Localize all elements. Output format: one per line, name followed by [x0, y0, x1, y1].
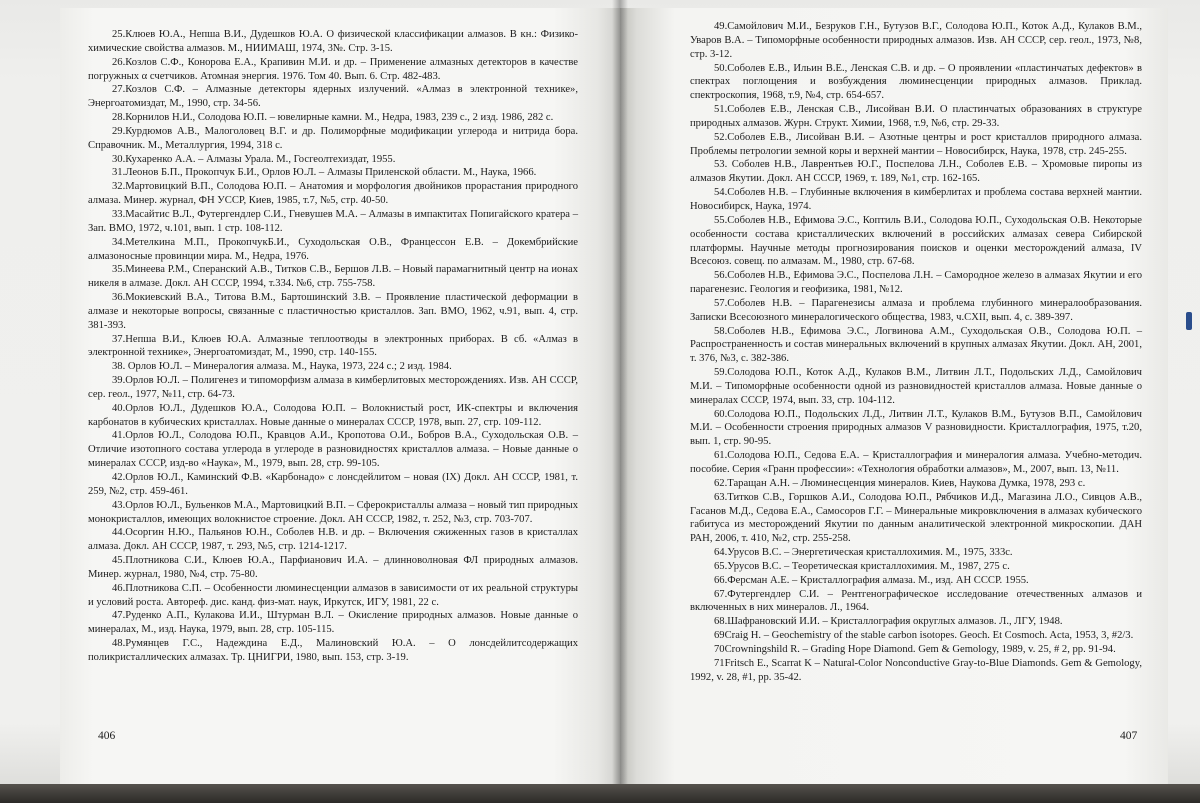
reference-entry: 55.Соболев Н.В., Ефимова Э.С., Коптиль В.И., Солодова Ю.П., Суходольская О.В. Некоторые особенности состава кристаллических включений в российских алмазах севера Сибирской платформы. Научные методы прогнозирования поисков и оценки месторождений алмаза, IV Всесоюз. совещ. по алмазам. М., 1980, стр. 67-68. [690, 214, 1142, 268]
right-page [620, 8, 1168, 784]
reference-entry: 59.Солодова Ю.П., Коток А.Д., Кулаков В.М., Литвин Л.Т., Подольских Л.Д., Самойлович М.И. – Типоморфные особенности одной из разновидностей кристаллов алмаза. Новые данные о минералах СССР, 1974, вып. 33, стр. 104-112. [690, 367, 1142, 406]
reference-entry: 28.Корнилов Н.И., Солодова Ю.П. – ювелирные камни. М., Недра, 1983, 239 с., 2 изд. 1986, 282 с. [112, 112, 554, 124]
reference-entry: 56.Соболев Н.В., Ефимова Э.С., Поспелова Л.Н. – Самородное железо в алмазах Якутии и его парагенезис. Геология и геофизика, 1981, №12. [690, 270, 1142, 296]
edge-mark [1186, 312, 1192, 330]
right-reference-list [690, 20, 1142, 685]
reference-entry: 69Craig H. – Geochemistry of the stable carbon isotopes. Geoch. Et Cosmoch. Acta, 1953, 3, #2/3. [714, 630, 1134, 642]
reference-entry: 33.Масайтис В.Л., Футергендлер С.И., Гневушев М.А. – Алмазы в импактитах Попигайского кратера – Зап. ВМО, 1972, ч.101, вып. 1 стр. 108-112. [88, 208, 578, 234]
reference-entry: 64.Урусов В.С. – Энергетическая кристаллохимия. М., 1975, 333с. [714, 547, 1013, 559]
reference-entry: 54.Соболев Н.В. – Глубинные включения в кимберлитах и проблема состава верхней мантии. Новосибирск, Наука, 1974. [690, 187, 1142, 212]
reference-entry: 61.Солодова Ю.П., Седова Е.А. – Кристаллография и минералогия алмаза. Учебно-методич. пособие. Серия «Гранн профессии»: «Технология обработки алмазов», М., 2007, вып. 13, №11. [690, 450, 1142, 475]
reference-entry: 43.Орлов Ю.Л., Бульенков М.А., Мартовицкий В.П. – Сферокристаллы алмаза – новый тип природных монокристаллов, имеющих волокнистое строение. Докл. АН СССР, 1982, т. 252, №3, стр. 703-707. [88, 499, 578, 525]
reference-entry: 71Fritsch E., Scarrat K – Natural-Color Nonconductive Gray-to-Blue Diamonds. Gem & Gemology, 1992, v. 28, #1, pp. 35-42. [690, 657, 1142, 683]
reference-entry: 65.Урусов В.С. – Теоретическая кристаллохимия. М., 1987, 275 с. [714, 560, 1010, 572]
reference-entry: 46.Плотникова С.П. – Особенности люминесценции алмазов в зависимости от их реальной структуры и условий роста. Автореф. дис. канд. физ-мат. наук, Иркутск, ИГУ, 1981, 22 с. [88, 582, 578, 608]
reference-entry: 49.Самойлович М.И., Безруков Г.Н., Бутузов В.Г., Солодова Ю.П., Коток А.Д., Кулаков В.М., Уваров В.А. – Типоморфные особенности природных алмазов. Изв. АН СССР, сер. геол., 1973, №8, стр. 3-12. [690, 21, 1142, 60]
reference-entry: 50.Соболев Е.В., Ильин В.Е., Ленская С.В. и др. – О проявлении «пластинчатых дефектов» в спектрах поглощения и возбуждения люминесценции природных алмазов. Приклад. спектроскопия, 1968, т.9, №4, стр. 654-657. [690, 62, 1142, 102]
left-page [60, 8, 620, 784]
reference-entry: 68.Шафрановский И.И. – Кристаллография округлых алмазов. Л., ЛГУ, 1948. [714, 616, 1063, 628]
left-reference-list [88, 28, 578, 665]
reference-entry: 44.Осоргин Н.Ю., Пальянов Ю.Н., Соболев Н.В. и др. – Включения сжиженных газов в кристаллах алмаза. Докл. АН СССР, 1987, т. 293, №5, стр. 1214-1217. [88, 527, 578, 553]
reference-entry: 66.Ферсман А.Е. – Кристаллография алмаза. М., изд. АН СССР. 1955. [714, 574, 1029, 586]
reference-entry: 67.Футергендлер С.И. – Рентгенографическое исследование отечественных алмазов и включенных в них минералов. Л., 1964. [690, 588, 1142, 614]
scanner-bed-edge [0, 784, 1200, 803]
reference-entry: 40.Орлов Ю.Л., Дудешков Ю.А., Солодова Ю.П. – Волокнистый рост, ИК-спектры и включения карбонатов в кубических кристаллах. Новые данные о минералах СССР, 1978, вып. 27, стр. 109-112. [88, 402, 578, 428]
reference-entry: 48.Румянцев Г.С., Надеждина Е.Д., Малиновский Ю.А. – О лонсдейлитсодержащих поликристаллических алмазах. Тр. ЦНИГРИ, 1980, вып. 153, стр. 3-19. [88, 638, 578, 663]
reference-entry: 37.Непша В.И., Клюев Ю.А. Алмазные теплоотводы в электронных приборах. В сб. «Алмаз в электронной технике», Энергоатомиздат, М., 1990, стр. 140-155. [88, 333, 578, 359]
reference-entry: 42.Орлов Ю.Л., Каминский Ф.В. «Карбонадо» с лонсдейлитом – новая (IX) Докл. АН СССР, 1981, т. 259, №2, стр. 459-461. [88, 472, 578, 497]
reference-entry: 30.Кухаренко А.А. – Алмазы Урала. М., Госгеолтехиздат, 1955. [112, 153, 396, 165]
reference-entry: 41.Орлов Ю.Л., Солодова Ю.П., Кравцов А.И., Кропотова О.И., Бобров В.А., Суходольская О.В. – Отличие изотопного состава углерода в углероде в разновидностях кристаллов алмаза. – Новые данные о минералах СССР, изд-во «Наука», М., 1979, вып. 28, стр. 99-105. [88, 430, 578, 470]
reference-entry: 31.Леонов Б.П., Прокопчук Б.И., Орлов Ю.Л. – Алмазы Приленской области. М., Наука, 1966. [112, 167, 537, 179]
reference-entry: 57.Соболев Н.В. – Парагенезисы алмаза и проблема глубинного минералообразования. Записки Всесоюзного минералогического общества, 1983, ч.CXII, вып. 4, с. 389-397. [690, 297, 1142, 323]
reference-entry: 25.Клюев Ю.А., Непша В.И., Дудешков Ю.А. О физической классификации алмазов. В кн.: Физико-химические свойства алмазов. М., НИИМАШ, 1974, 3№. Стр. 3-15. [88, 29, 578, 54]
reference-entry: 38. Орлов Ю.Л. – Минералогия алмаза. М., Наука, 1973, 224 с.; 2 изд. 1984. [112, 361, 452, 373]
reference-entry: 62.Таращан А.Н. – Люминесценция минералов. Киев, Наукова Думка, 1978, 293 с. [714, 477, 1086, 489]
reference-entry: 29.Курдюмов А.В., Малоголовец В.Г. и др. Полиморфные модификации углерода и нитрида бора. Справочник. М., Металлургия, 1994, 318 с. [88, 125, 578, 151]
reference-entry: 53. Соболев Н.В., Лаврентьев Ю.Г., Поспелова Л.Н., Соболев Е.В. – Хромовые пиропы из алмазов Якутии. Докл. АН СССР, 1969, т. 189, №1, стр. 162-165. [690, 159, 1142, 185]
reference-entry: 35.Минеева Р.М., Сперанский А.В., Титков С.В., Бершов Л.В. – Новый парамагнитный центр на ионах никеля в алмазе. Докл. АН СССР, 1994, т.334. №6, стр. 755-758. [88, 264, 578, 290]
reference-entry: 58.Соболев Н.В., Ефимова Э.С., Логвинова А.М., Суходольская О.В., Солодова Ю.П. – Распространенность и состав минеральных включений в крупных алмазах Якутии. Докл. АН, 2001, т. 376, №3, с. 382-386. [690, 325, 1142, 365]
page-number-right: 407 [1120, 730, 1138, 742]
reference-entry: 51.Соболев Е.В., Ленская С.В., Лисойван В.И. О пластинчатых образованиях в структуре природных алмазов. Журн. Структ. Химии, 1968, т.9, №6, стр. 29-33. [690, 104, 1142, 129]
book-gutter-shadow [612, 0, 628, 803]
reference-entry: 32.Мартовицкий В.П., Солодова Ю.П. – Анатомия и морфология двойников прорастания природного алмаза. Минер. журнал, ФН УССР, Киев, 1985, т.7, №5, стр. 40-50. [88, 181, 578, 207]
reference-entry: 60.Солодова Ю.П., Подольских Л.Д., Литвин Л.Т., Кулаков В.М., Бутузов В.П., Самойлович М.И. – Особенности строения природных алмазов V разновидности. Кристаллография, 1975, т.20, вып. 1, стр. 90-95. [690, 408, 1142, 448]
reference-entry: 63.Титков С.В., Горшков А.И., Солодова Ю.П., Рябчиков И.Д., Магазина Л.О., Сивцов А.В., Гасанов М.Д., Седова Е.А., Самосоров Г.Г. – Минеральные микровключения в алмазах кубического габитуса из месторождений Якутии по данным аналитической электронной микроскопии. ДАН РАН, 2006, т. 410, №2, стр. 255-258. [690, 491, 1142, 545]
reference-entry: 45.Плотникова С.И., Клюев Ю.А., Парфианович И.А. – длинноволновая ФЛ природных алмазов. Минер. журнал, 1980, №4, стр. 75-80. [88, 555, 578, 580]
reference-entry: 26.Козлов С.Ф., Конорова Е.А., Крапивин М.И. и др. – Применение алмазных детекторов в качестве погружных α счетчиков. Атомная энергия. 1976. Том 40. Вып. 6. Стр. 482-483. [88, 56, 578, 82]
reference-entry: 47.Руденко А.П., Кулакова И.И., Штурман В.Л. – Окисление природных алмазов. Новые данные о минералах, М., изд. Наука, 1979, вып. 28, стр. 105-115. [88, 610, 578, 636]
reference-entry: 70Crowningshild R. – Grading Hope Diamond. Gem & Gemology, 1989, v. 25, # 2, pp. 91-94. [714, 643, 1116, 655]
reference-entry: 27.Козлов С.Ф. – Алмазные детекторы ядерных излучений. «Алмаз в электронной технике», Энергоатомиздат, М., 1990, стр. 34-56. [88, 84, 578, 110]
reference-entry: 39.Орлов Ю.Л. – Полигенез и типоморфизм алмаза в кимберлитовых месторождениях. Изв. АН СССР, сер. геол., 1977, №11, стр. 64-73. [88, 375, 578, 400]
reference-entry: 34.Метелкина М.П., ПрокопчукБ.И., Суходольская О.В., Францессон Е.В. – Докембрийские алмазоносные провинции мира. М., Недра, 1976. [88, 236, 578, 262]
reference-entry: 52.Соболев Е.В., Лисойван В.И. – Азотные центры и рост кристаллов природного алмаза. Проблемы петрологии земной коры и верхней мантии – Новосибирск, Наука, 1978, стр. 245-255. [690, 131, 1142, 157]
reference-entry: 36.Мокиевский В.А., Титова В.М., Бартошинский З.В. – Проявление пластической деформации в алмазе и некоторые вопросы, связанные с пластичностью кристаллов. Зап. ВМО, 1962, ч.91, вып. 4, стр. 381-393. [88, 292, 578, 331]
page-number-left: 406 [98, 730, 116, 742]
